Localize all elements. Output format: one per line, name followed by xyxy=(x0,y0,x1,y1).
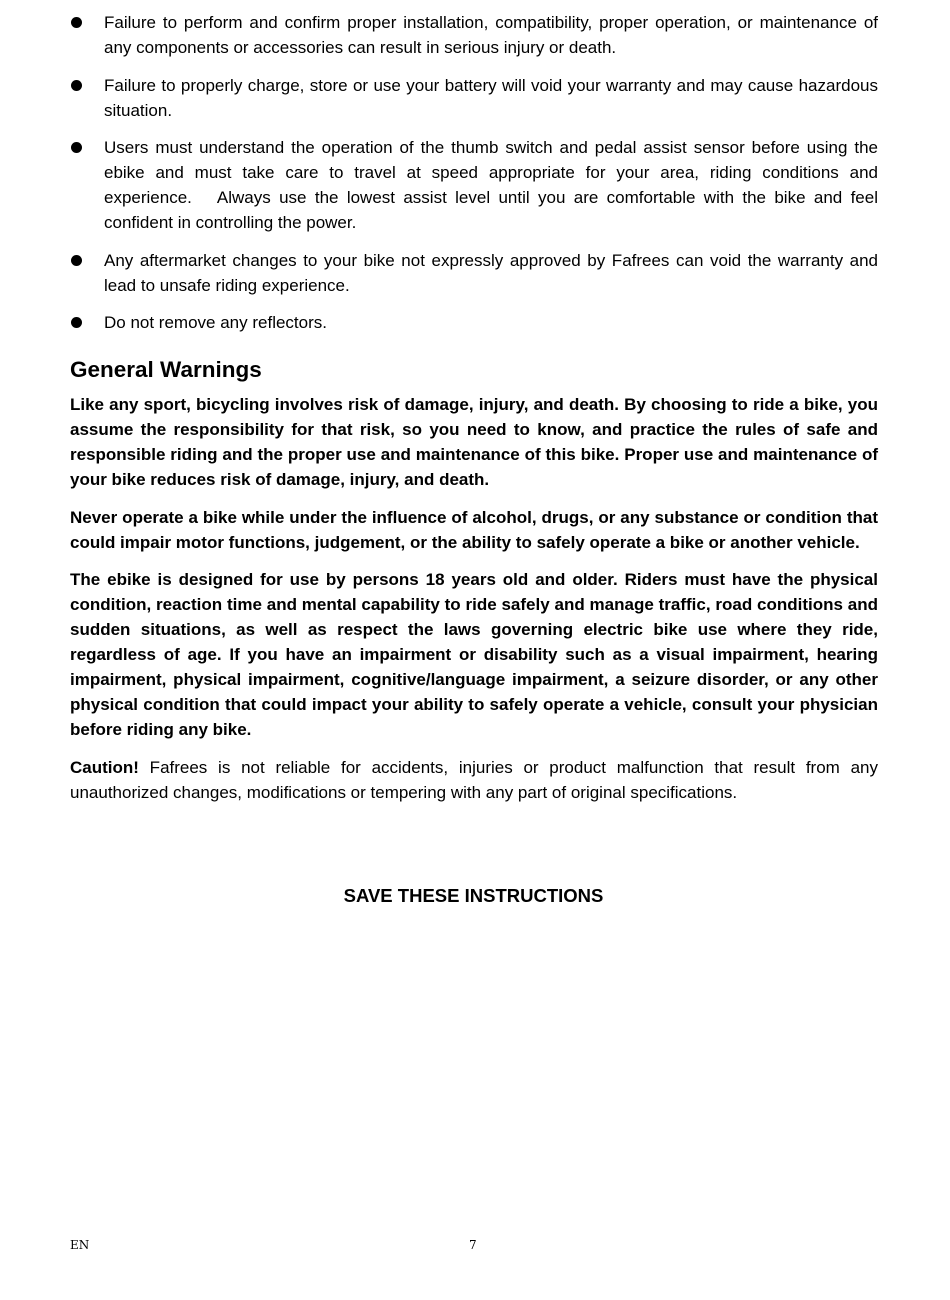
bullet-dot-icon xyxy=(71,142,82,153)
bullet-item xyxy=(70,73,878,123)
bullet-text: Any aftermarket changes to your bike not expressly approved by Fafrees can void the warranty and lead to unsafe riding experience. xyxy=(104,250,878,295)
warning-paragraph: Never operate a bike while under the influence of alcohol, drugs, or any substance or condition that could impair motor functions, judgement, or the ability to safely operate a bike or another vehicle. xyxy=(70,507,878,552)
bullet-dot-icon xyxy=(71,17,82,28)
bullet-dot-icon xyxy=(71,255,82,266)
warning-paragraph: The ebike is designed for use by persons 18 years old and older. Riders must have the physical condition, reaction time and mental capability to ride safely and manage traffic, road conditions and sudden situations, as well as respect the laws governing electric bike use where they ride, regardless of age. If you have an impairment or disability such as a visual impairment, hearing impairment, physical impairment, cognitive/language impairment, a seizure disorder, or any other physical condition that could impact your ability to safely operate a vehicle, consult your physician before riding any bike. xyxy=(70,570,878,739)
save-instructions-title: SAVE THESE INSTRUCTIONS xyxy=(343,885,604,906)
manual-page xyxy=(70,10,878,805)
bullet-item xyxy=(70,10,878,60)
bullet-text: Failure to perform and confirm proper installation, compatibility, proper operation, or maintenance of any components or accessories can result in serious injury or death. xyxy=(104,13,878,57)
bullet-dot-icon xyxy=(71,317,82,328)
bullet-item xyxy=(70,248,878,298)
bullet-item xyxy=(70,310,878,335)
bullet-item xyxy=(70,135,878,235)
bullet-text: Failure to properly charge, store or use your battery will void your warranty and may cause hazardous situation. xyxy=(104,75,878,120)
caution-text: Fafrees is not reliable for accidents, injuries or product malfunction that result from any unauthorized changes, modifications or tempering with any part of original specifications. xyxy=(70,757,878,802)
bullet-dot-icon xyxy=(71,80,82,91)
caution-label: Caution! xyxy=(70,757,139,777)
general-warnings-heading: General Warnings xyxy=(70,357,262,382)
bullet-text: Do not remove any reflectors. xyxy=(104,313,327,332)
warning-paragraph: Like any sport, bicycling involves risk of damage, injury, and death. By choosing to ride a bike, you assume the responsibility for that risk, so you need to know, and practice the rules of safe and responsible riding and the proper use and maintenance of this bike. Proper use and maintenance of your bike reduces risk of damage, injury, and death. xyxy=(70,395,878,489)
safety-bullet-list xyxy=(70,10,878,335)
footer-language: EN xyxy=(70,1238,90,1252)
caution-paragraph xyxy=(70,755,878,805)
footer-page-number: 7 xyxy=(469,1238,477,1252)
bullet-text: Users must understand the operation of the thumb switch and pedal assist sensor before using the ebike and must take care to travel at speed appropriate for your area, riding conditions and experience. Always use the lowest assist level until you are comfortable with the bike and feel confident in controlling the power. xyxy=(104,138,878,232)
